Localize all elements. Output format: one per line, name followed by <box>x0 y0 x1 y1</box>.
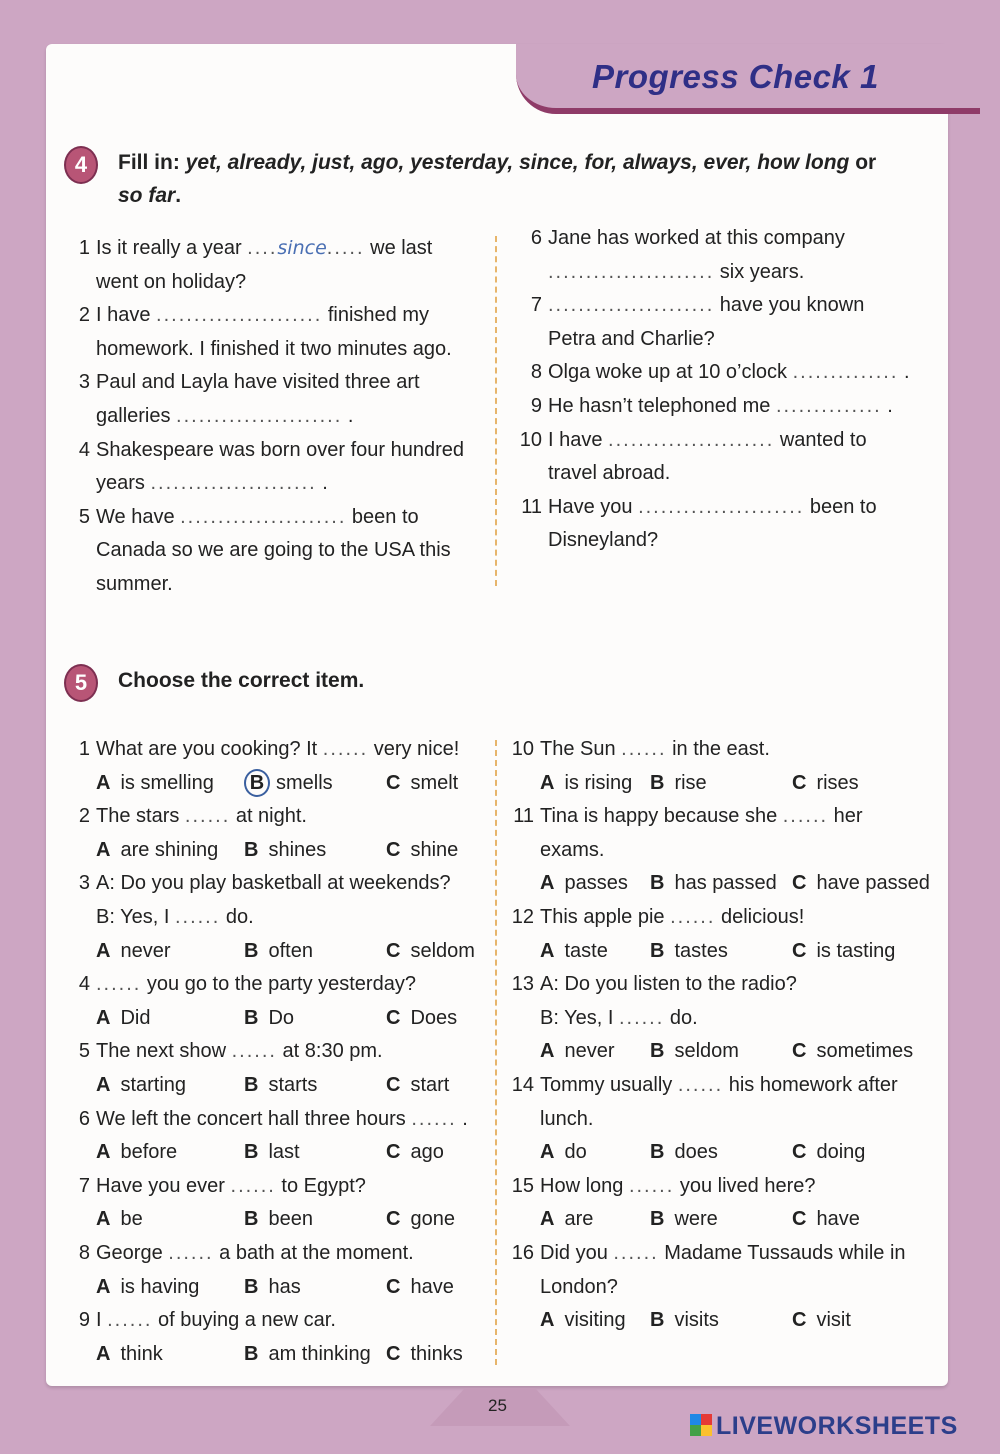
option-b[interactable] <box>650 935 728 969</box>
answer-blank[interactable]: ...... <box>230 1174 276 1197</box>
option-letter: A <box>540 1208 555 1231</box>
item-number: 14 <box>511 1073 534 1096</box>
ex4-item-7: 7 ...................... have you known Petra and Charlie? <box>530 294 865 350</box>
option-letter: B <box>244 939 259 962</box>
option-letter: C <box>792 939 807 962</box>
options-row <box>540 767 932 801</box>
option-c[interactable] <box>792 1203 860 1237</box>
exercise-4-left-column <box>70 232 478 602</box>
ex4-blank-5[interactable]: ...................... <box>180 505 347 528</box>
ex5-item-9 <box>70 1304 480 1371</box>
question-text: a bath at the moment. <box>213 1241 414 1264</box>
option-text: is smelling <box>120 771 214 794</box>
option-text: doing <box>816 1141 866 1164</box>
question-text: Tina is happy because she <box>540 805 783 828</box>
question-text: What are you cooking? It <box>96 738 323 760</box>
ex4-item-8: 8 Olga woke up at 10 o’clock .............. . <box>530 361 910 384</box>
answer-blank[interactable]: ...... <box>322 738 369 760</box>
question-text: do. <box>220 905 254 928</box>
option-text: Did <box>120 1006 151 1029</box>
column-divider-2 <box>495 740 497 1365</box>
option-b[interactable] <box>650 1304 719 1338</box>
option-text: were <box>674 1208 718 1231</box>
ex5-item-6 <box>70 1103 480 1170</box>
option-letter: A <box>96 1208 111 1231</box>
question-text: The Sun <box>540 738 622 760</box>
ex4-blank-6[interactable]: ...................... <box>548 260 715 283</box>
answer-blank[interactable]: ...... <box>96 973 142 996</box>
ex4-blank-2[interactable]: ...................... <box>156 304 323 327</box>
option-text: think <box>120 1342 163 1365</box>
option-letter: A <box>96 838 111 861</box>
option-a[interactable] <box>96 1069 186 1103</box>
options-row <box>96 1136 480 1170</box>
question-text: her <box>828 805 863 828</box>
option-text: Do <box>268 1006 295 1029</box>
option-letter: A <box>540 872 555 895</box>
option-text: tastes <box>674 939 728 962</box>
item-number: 10 <box>511 738 534 760</box>
exercise-5-left-column <box>70 733 480 1371</box>
option-c[interactable] <box>792 867 930 901</box>
ex5-item-15 <box>511 1170 932 1237</box>
option-c[interactable] <box>386 767 458 801</box>
option-a[interactable] <box>96 1203 143 1237</box>
option-letter: C <box>386 1342 401 1365</box>
ex4-blank-7[interactable]: ...................... <box>548 294 715 317</box>
answer-blank[interactable]: ...... <box>231 1040 277 1063</box>
question-text: in the east. <box>666 738 770 760</box>
option-letter: A <box>96 1275 111 1298</box>
question-text: to Egypt? <box>275 1174 366 1197</box>
option-b[interactable] <box>244 1069 317 1103</box>
answer-blank[interactable]: ...... <box>174 905 221 928</box>
option-b[interactable] <box>650 1136 718 1170</box>
option-a[interactable] <box>96 1271 199 1305</box>
question-text: The stars <box>96 805 185 828</box>
option-b[interactable] <box>244 1002 294 1036</box>
answer-blank[interactable]: ...... <box>168 1241 214 1264</box>
question-text: of buying a new car. <box>152 1309 336 1332</box>
selected-option-marker: B <box>244 769 270 797</box>
ex5-item-4 <box>70 968 480 1035</box>
option-text: is tasting <box>816 939 896 962</box>
ex4-item-1: 1 Is it really a year ....since..... we last went on holiday? <box>78 237 433 293</box>
option-text: thinks <box>410 1342 463 1365</box>
option-a[interactable] <box>96 935 170 969</box>
option-letter: B <box>244 1006 259 1029</box>
column-divider <box>495 236 497 586</box>
option-c[interactable] <box>386 1069 449 1103</box>
option-letter: B <box>244 1141 259 1164</box>
option-letter: A <box>540 1309 555 1332</box>
option-text: never <box>564 1040 615 1063</box>
option-a[interactable] <box>96 1136 177 1170</box>
ex5-item-2 <box>70 800 480 867</box>
ex4-blank-3[interactable]: ...................... <box>176 404 343 427</box>
item-number: 6 <box>78 1107 90 1130</box>
option-text: seldom <box>410 939 475 962</box>
liveworksheets-logo: LIVEWORKSHEETS <box>690 1412 958 1441</box>
options-row <box>96 1338 480 1372</box>
option-text: smelt <box>410 771 459 794</box>
option-c[interactable] <box>386 834 458 868</box>
ex5-item-3 <box>70 867 480 968</box>
option-letter: A <box>96 1073 111 1096</box>
item-number: 8 <box>78 1241 90 1264</box>
option-c[interactable] <box>792 767 859 801</box>
option-letter: B <box>650 1040 665 1063</box>
question-text: at 8:30 pm. <box>276 1040 383 1063</box>
question-text: delicious! <box>715 905 805 928</box>
option-letter: B <box>650 771 665 794</box>
question-text: you lived here? <box>674 1174 816 1197</box>
options-row <box>96 1271 480 1305</box>
page-title: Progress Check 1 <box>592 58 879 95</box>
option-b[interactable] <box>650 767 707 801</box>
item-number: 11 <box>513 805 534 828</box>
ex4-item-9: 9 He hasn’t telephoned me .............. . <box>530 394 893 417</box>
question-text: The next show <box>96 1040 232 1063</box>
ex4-blank-10[interactable]: ...................... <box>608 428 775 451</box>
option-c[interactable] <box>386 1338 463 1372</box>
answer-blank[interactable]: ...... <box>670 905 716 928</box>
option-c[interactable] <box>386 1002 457 1036</box>
ex4-item-5: 5 We have ...................... been to Canada so we are going to the USA this summer. <box>78 505 451 595</box>
item-number: 16 <box>511 1241 534 1264</box>
option-letter: A <box>540 1141 555 1164</box>
option-b[interactable] <box>244 834 326 868</box>
option-text: start <box>410 1073 450 1096</box>
item-number: 2 <box>78 805 90 828</box>
question-text: Tommy usually <box>540 1073 678 1096</box>
question-text: you go to the party yesterday? <box>141 973 416 996</box>
options-row <box>540 867 932 901</box>
option-c[interactable] <box>792 1136 865 1170</box>
option-text: have passed <box>816 872 930 895</box>
option-a[interactable] <box>540 1035 614 1069</box>
question-text: Have you ever <box>96 1174 231 1197</box>
liveworksheets-icon <box>690 1414 712 1436</box>
answer-blank[interactable]: ...... <box>411 1107 457 1130</box>
ex4-item-3: 3 Paul and Layla have visited three art galleries ...................... . <box>78 371 420 427</box>
option-letter: B <box>650 872 665 895</box>
option-letter: B <box>244 1275 259 1298</box>
question-text: Madame Tussauds while in <box>658 1241 906 1264</box>
option-letter: C <box>792 872 807 895</box>
exercise-4-instruction: Fill in: yet, already, just, ago, yesterday, since, for, always, ever, how long or so far. <box>118 151 877 207</box>
option-text: seldom <box>674 1040 739 1063</box>
option-letter: C <box>792 1040 807 1063</box>
option-letter: C <box>792 1141 807 1164</box>
option-c[interactable] <box>386 1271 454 1305</box>
option-a[interactable] <box>540 1136 587 1170</box>
ex5-item-5 <box>70 1035 480 1102</box>
option-text: never <box>120 939 171 962</box>
option-text: been <box>268 1208 313 1231</box>
item-number: 12 <box>511 905 534 928</box>
option-text: sometimes <box>816 1040 914 1063</box>
question-text: at night. <box>230 805 307 828</box>
option-b[interactable] <box>650 1203 718 1237</box>
question-text: exams. <box>540 838 605 861</box>
option-c[interactable] <box>792 935 895 969</box>
exercise-4-badge: 4 <box>64 146 98 184</box>
option-text: passes <box>564 872 628 895</box>
option-text: has <box>268 1275 301 1298</box>
option-letter: C <box>386 1006 401 1029</box>
option-letter: A <box>96 771 111 794</box>
option-letter: B <box>650 939 665 962</box>
options-row <box>96 767 480 801</box>
ex5-item-10 <box>511 733 932 800</box>
option-text: often <box>268 939 313 962</box>
option-a[interactable] <box>96 834 218 868</box>
option-text: visit <box>816 1309 851 1332</box>
question-text: . <box>456 1107 468 1130</box>
item-number: 15 <box>511 1174 534 1197</box>
option-a[interactable] <box>540 867 628 901</box>
ex4-item-6: 6 Jane has worked at this company ...................... six years. <box>530 227 845 283</box>
ex4-blank-4[interactable]: ...................... <box>150 472 317 495</box>
question-line: A: Do you play basketball at weekends? <box>96 872 451 895</box>
option-letter: C <box>386 1208 401 1231</box>
option-text: do <box>564 1141 587 1164</box>
item-number: 13 <box>511 973 534 996</box>
option-text: starting <box>120 1073 187 1096</box>
option-letter: A <box>96 1342 111 1365</box>
ex4-answer-1[interactable]: since <box>277 237 327 259</box>
ex5-item-1 <box>70 733 480 800</box>
option-text: is rising <box>564 771 633 794</box>
question-text: do. <box>664 1006 698 1029</box>
item-number: 3 <box>78 872 90 895</box>
question-text: I <box>96 1309 108 1332</box>
question-text: We left the concert hall three hours <box>96 1107 412 1130</box>
ex5-item-13 <box>511 968 932 1069</box>
option-text: gone <box>410 1208 455 1231</box>
answer-blank[interactable]: ...... <box>618 1006 665 1029</box>
option-text: last <box>268 1141 300 1164</box>
option-a[interactable] <box>96 767 214 801</box>
option-letter: C <box>792 771 807 794</box>
option-text: are <box>564 1208 594 1231</box>
options-row <box>96 1203 480 1237</box>
option-text: has passed <box>674 872 777 895</box>
ex5-item-11 <box>514 800 932 901</box>
ex4-blank-11[interactable]: ...................... <box>638 495 805 518</box>
option-letter: B <box>244 1208 259 1231</box>
option-letter: C <box>386 771 401 794</box>
ex4-item-4: 4 Shakespeare was born over four hundred years ...................... . <box>78 438 465 495</box>
option-letter: A <box>96 1141 111 1164</box>
option-letter: A <box>96 939 111 962</box>
question-text: How long <box>540 1174 629 1197</box>
option-b[interactable] <box>244 1338 371 1372</box>
option-b[interactable] <box>244 1136 300 1170</box>
option-a[interactable] <box>540 767 632 801</box>
option-letter: C <box>386 1141 401 1164</box>
option-c[interactable] <box>386 1136 444 1170</box>
ex5-item-7 <box>70 1170 480 1237</box>
exercise-5-right-column <box>511 733 932 1338</box>
ex5-item-14 <box>511 1069 932 1170</box>
option-text: be <box>120 1208 143 1231</box>
option-letter: A <box>96 1006 111 1029</box>
option-text: rises <box>816 771 859 794</box>
option-letter: A <box>540 1040 555 1063</box>
option-c[interactable] <box>792 1304 851 1338</box>
answer-blank[interactable]: ...... <box>677 1073 724 1096</box>
item-number: 1 <box>78 738 90 760</box>
option-a[interactable] <box>540 1203 593 1237</box>
options-row <box>540 935 932 969</box>
ex5-item-8 <box>70 1237 480 1304</box>
option-text: taste <box>564 939 608 962</box>
options-row <box>96 834 480 868</box>
option-a[interactable] <box>96 1338 163 1372</box>
question-text: lunch. <box>540 1107 594 1130</box>
answer-blank[interactable]: ...... <box>782 805 829 828</box>
option-text: Does <box>410 1006 458 1029</box>
ex4-item-10: 10 I have ...................... wanted to travel abroad. <box>519 428 867 485</box>
exercise-5-badge: 5 <box>64 664 98 702</box>
option-letter: B <box>244 1342 259 1365</box>
page-number: 25 <box>488 1396 507 1415</box>
option-letter: A <box>540 771 555 794</box>
ex4-blank-9[interactable]: .............. <box>775 394 882 417</box>
exercise-5-instruction: Choose the correct item. <box>118 669 365 692</box>
option-b[interactable] <box>244 935 313 969</box>
question-text: very nice! <box>368 738 460 760</box>
option-text: is having <box>120 1275 200 1298</box>
option-text: before <box>120 1141 178 1164</box>
item-number: 9 <box>78 1309 90 1332</box>
option-b[interactable] <box>244 1271 301 1305</box>
options-row <box>540 1136 932 1170</box>
option-letter: B <box>650 1309 665 1332</box>
question-text: B: Yes, I <box>540 1006 619 1029</box>
option-text: have <box>816 1208 860 1231</box>
option-b[interactable] <box>244 767 333 801</box>
question-text: This apple pie <box>540 905 671 928</box>
option-letter: B <box>650 1141 665 1164</box>
option-letter: C <box>386 1275 401 1298</box>
option-text: rise <box>674 771 707 794</box>
ex4-item-2: 2 I have ...................... finished my homework. I finished it two minutes ago. <box>78 304 452 360</box>
options-row <box>540 1203 932 1237</box>
option-letter: A <box>540 939 555 962</box>
option-a[interactable] <box>540 935 608 969</box>
options-row <box>540 1035 932 1069</box>
option-a[interactable] <box>540 1304 626 1338</box>
option-text: are shining <box>120 838 219 861</box>
options-row <box>540 1304 932 1338</box>
option-letter: C <box>792 1309 807 1332</box>
question-line: A: Do you listen to the radio? <box>540 973 797 996</box>
options-row <box>96 1002 480 1036</box>
option-text: shine <box>410 838 459 861</box>
option-b[interactable] <box>244 1203 313 1237</box>
option-text: ago <box>410 1141 444 1164</box>
question-text: Did you <box>540 1241 614 1264</box>
question-text: B: Yes, I <box>96 905 175 928</box>
item-number: 5 <box>78 1040 90 1063</box>
option-text: starts <box>268 1073 318 1096</box>
option-text: visits <box>674 1309 719 1332</box>
option-b[interactable] <box>650 867 777 901</box>
ex4-blank-8[interactable]: .............. <box>792 361 899 384</box>
option-c[interactable] <box>386 935 475 969</box>
ex4-item-11: 11 Have you ...................... been to Disneyland? <box>521 495 877 552</box>
question-text: George <box>96 1241 169 1264</box>
option-a[interactable] <box>96 1002 150 1036</box>
option-letter: C <box>792 1208 807 1231</box>
options-row <box>96 935 480 969</box>
option-c[interactable] <box>386 1203 455 1237</box>
option-letter: B <box>244 838 259 861</box>
ex5-item-12 <box>511 901 932 968</box>
option-letter: C <box>386 838 401 861</box>
exercise-4-right-column <box>519 222 932 558</box>
answer-blank[interactable]: ...... <box>613 1241 659 1264</box>
option-text: have <box>410 1275 454 1298</box>
option-letter: C <box>386 939 401 962</box>
answer-blank[interactable]: ...... <box>184 805 231 828</box>
option-c[interactable] <box>792 1035 913 1069</box>
answer-blank[interactable]: ...... <box>107 1309 153 1332</box>
option-text: am thinking <box>268 1342 371 1365</box>
answer-blank[interactable]: ...... <box>621 738 667 760</box>
option-text: smells <box>276 771 333 794</box>
item-number: 4 <box>78 973 90 996</box>
options-row <box>96 1069 480 1103</box>
question-text: London? <box>540 1275 618 1298</box>
ex5-item-16 <box>511 1237 932 1338</box>
option-letter: C <box>386 1073 401 1096</box>
option-letter: B <box>244 1073 259 1096</box>
item-number: 7 <box>78 1174 90 1197</box>
option-b[interactable] <box>650 1035 739 1069</box>
option-text: shines <box>268 838 327 861</box>
answer-blank[interactable]: ...... <box>628 1174 675 1197</box>
option-text: does <box>674 1141 718 1164</box>
option-letter: B <box>650 1208 665 1231</box>
question-text: his homework after <box>723 1073 898 1096</box>
option-text: visiting <box>564 1309 626 1332</box>
